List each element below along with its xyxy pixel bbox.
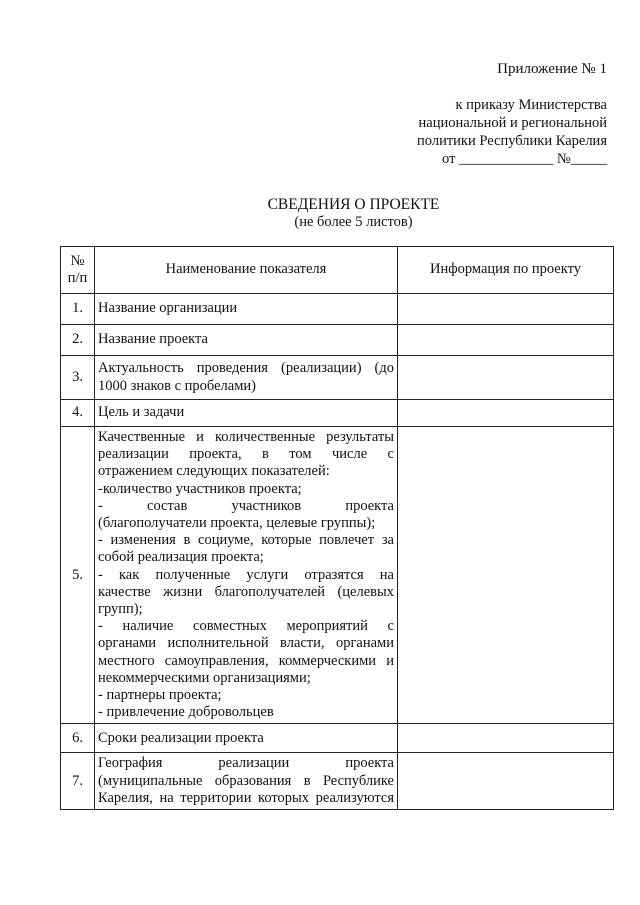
annex-label: Приложение № 1 (497, 61, 607, 77)
order-reference (417, 96, 607, 168)
indicator-line: некоммерческими организациями; (98, 669, 311, 686)
header-name-cell: Наименование показателя (95, 247, 398, 294)
table-row (61, 724, 614, 753)
table-row (61, 427, 614, 724)
row-indicator: Название проекта (95, 325, 398, 356)
indicator-line: реализации проекта, в том числе с (98, 446, 394, 463)
table-row (61, 325, 614, 356)
indicator-line: Качественные и количественные результаты (98, 429, 394, 445)
header-num-cell (61, 247, 95, 294)
indicator-line: качестве жизни благополучателей (целевых (98, 583, 394, 600)
order-line: национальной и региональной (418, 115, 607, 131)
row-indicator (95, 753, 398, 810)
row-number: 4. (61, 400, 95, 427)
row-info-field[interactable] (398, 724, 614, 753)
indicator-line: отражением следующих показателей: (98, 463, 330, 480)
row-info-field[interactable] (398, 325, 614, 356)
table-header-row (61, 247, 614, 294)
table-row (61, 753, 614, 810)
indicator-line: - партнеры проекта; (98, 687, 222, 704)
indicator-line: География реализации проекта (98, 755, 394, 772)
indicator-line: - состав участников проекта (98, 497, 394, 514)
row-number: 3. (61, 356, 95, 400)
row-indicator: Сроки реализации проекта (95, 724, 398, 753)
document-title: СВЕДЕНИЯ О ПРОЕКТЕ (267, 196, 440, 213)
row-number: 7. (61, 753, 95, 810)
indicator-line: групп); (98, 601, 143, 618)
header-num-line1: № (70, 252, 85, 269)
indicator-line: Карелия, на территории которых реализуются (98, 789, 394, 806)
header-info-cell: Информация по проекту (398, 247, 614, 294)
indicator-line: (муниципальные образования в Республике (98, 772, 394, 789)
row-indicator: Актуальность проведения (реализации) (до 1000 знаков с пробелами) (95, 356, 398, 400)
document-subtitle: (не более 5 листов) (294, 214, 413, 230)
row-number: 6. (61, 724, 95, 753)
order-date-number-line: от _____________ №_____ (442, 151, 607, 167)
row-indicator: Цель и задачи (95, 400, 398, 427)
row-info-field[interactable] (398, 400, 614, 427)
order-line: политики Республики Карелия (417, 133, 607, 149)
header-num-line2: п/п (67, 270, 88, 286)
indicator-line: - изменения в социуме, которые повлечет за (98, 532, 394, 549)
indicator-line: -количество участников проекта; (98, 480, 302, 497)
row-info-field[interactable] (398, 294, 614, 325)
project-info-table (60, 246, 614, 810)
table-row (61, 356, 614, 400)
table-row (61, 294, 614, 325)
page-bottom-blank (0, 829, 640, 905)
row-indicator: Название организации (95, 294, 398, 325)
indicator-line: - как полученные услуги отразятся на (98, 566, 394, 583)
row-info-field[interactable] (398, 427, 614, 724)
indicator-line: местного самоуправления, коммерческими и (98, 652, 394, 669)
row-number: 2. (61, 325, 95, 356)
row-info-field[interactable] (398, 753, 614, 810)
row-number: 1. (61, 294, 95, 325)
row-number: 5. (61, 427, 95, 724)
indicator-line: - наличие совместных мероприятий с (98, 618, 394, 635)
indicator-line: органами исполнительной власти, органами (98, 635, 394, 652)
row-info-field[interactable] (398, 356, 614, 400)
indicator-line: - привлечение добровольцев (98, 704, 274, 721)
indicator-line: (благополучатели проекта, целевые группы); (98, 515, 376, 532)
table-row (61, 400, 614, 427)
indicator-line: собой реализация проекта; (98, 549, 264, 566)
order-line: к приказу Министерства (455, 97, 607, 113)
row-indicator (95, 427, 398, 724)
